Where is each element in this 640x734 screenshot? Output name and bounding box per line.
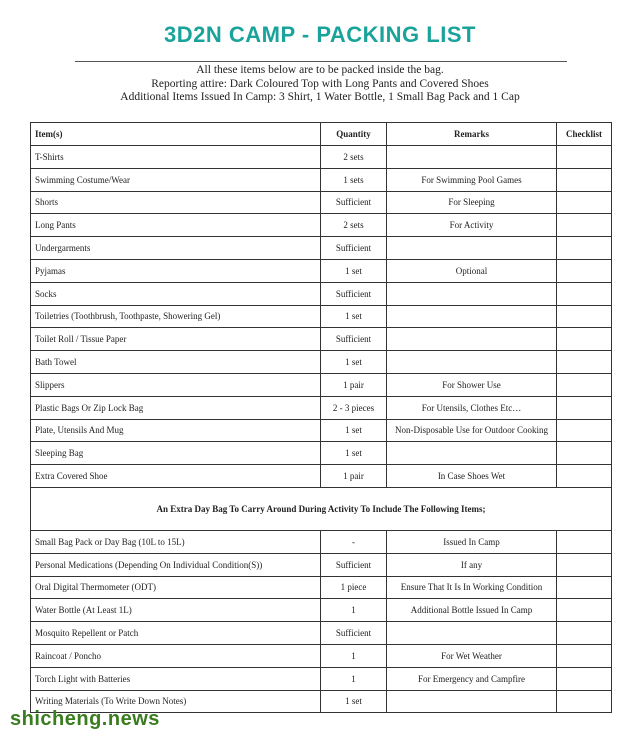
quantity-cell: 1 set xyxy=(321,305,387,328)
remarks-cell xyxy=(387,351,557,374)
checklist-cell[interactable] xyxy=(557,667,612,690)
watermark: shicheng.news xyxy=(10,708,160,730)
item-cell: Water Bottle (At Least 1L) xyxy=(31,599,321,622)
section-row xyxy=(31,487,612,530)
checklist-cell[interactable] xyxy=(557,282,612,305)
checklist-cell[interactable] xyxy=(557,191,612,214)
item-cell: Bath Towel xyxy=(31,351,321,374)
quantity-cell: 1 pair xyxy=(321,465,387,488)
table-row xyxy=(31,214,612,237)
checklist-cell[interactable] xyxy=(557,419,612,442)
remarks-cell: Non-Disposable Use for Outdoor Cooking xyxy=(387,419,557,442)
item-cell: Long Pants xyxy=(31,214,321,237)
remarks-cell xyxy=(387,690,557,713)
table-row xyxy=(31,419,612,442)
item-cell: Extra Covered Shoe xyxy=(31,465,321,488)
item-cell: Swimming Costume/Wear xyxy=(31,168,321,191)
checklist-cell[interactable] xyxy=(557,442,612,465)
intro-text xyxy=(0,64,640,105)
quantity-cell: Sufficient xyxy=(321,553,387,576)
item-cell: Toilet Roll / Tissue Paper xyxy=(31,328,321,351)
remarks-cell: If any xyxy=(387,553,557,576)
quantity-cell: 1 xyxy=(321,667,387,690)
quantity-cell: Sufficient xyxy=(321,622,387,645)
remarks-cell xyxy=(387,622,557,645)
checklist-cell[interactable] xyxy=(557,690,612,713)
table-row xyxy=(31,396,612,419)
checklist-cell[interactable] xyxy=(557,146,612,169)
remarks-cell: For Swimming Pool Games xyxy=(387,168,557,191)
table-row xyxy=(31,599,612,622)
remarks-cell xyxy=(387,282,557,305)
checklist-cell[interactable] xyxy=(557,644,612,667)
table-row xyxy=(31,328,612,351)
packing-items xyxy=(31,146,612,488)
remarks-cell xyxy=(387,146,557,169)
quantity-cell: Sufficient xyxy=(321,328,387,351)
quantity-cell: 1 xyxy=(321,644,387,667)
remarks-cell xyxy=(387,305,557,328)
remarks-cell: For Activity xyxy=(387,214,557,237)
quantity-cell: 1 sets xyxy=(321,168,387,191)
table-row xyxy=(31,168,612,191)
section-heading: An Extra Day Bag To Carry Around During Activity To Include The Following Items; xyxy=(31,487,612,530)
checklist-cell[interactable] xyxy=(557,214,612,237)
quantity-cell: 1 set xyxy=(321,690,387,713)
quantity-cell: Sufficient xyxy=(321,191,387,214)
item-cell: Raincoat / Poncho xyxy=(31,644,321,667)
checklist-cell[interactable] xyxy=(557,396,612,419)
checklist-cell[interactable] xyxy=(557,259,612,282)
intro-line: Reporting attire: Dark Coloured Top with Long Pants and Covered Shoes xyxy=(151,77,489,90)
quantity-cell: Sufficient xyxy=(321,237,387,260)
table-row xyxy=(31,553,612,576)
item-cell: Sleeping Bag xyxy=(31,442,321,465)
quantity-cell: 1 xyxy=(321,599,387,622)
item-cell: Small Bag Pack or Day Bag (10L to 15L) xyxy=(31,530,321,553)
checklist-cell[interactable] xyxy=(557,599,612,622)
table-row xyxy=(31,259,612,282)
table-row xyxy=(31,644,612,667)
quantity-cell: Sufficient xyxy=(321,282,387,305)
quantity-cell: 1 set xyxy=(321,442,387,465)
table-row xyxy=(31,191,612,214)
remarks-cell: Additional Bottle Issued In Camp xyxy=(387,599,557,622)
table-row xyxy=(31,305,612,328)
remarks-cell: For Shower Use xyxy=(387,373,557,396)
checklist-cell[interactable] xyxy=(557,328,612,351)
table-row xyxy=(31,465,612,488)
remarks-cell xyxy=(387,237,557,260)
quantity-cell: 2 - 3 pieces xyxy=(321,396,387,419)
item-cell: Toiletries (Toothbrush, Toothpaste, Showering Gel) xyxy=(31,305,321,328)
remarks-cell: Ensure That It Is In Working Condition xyxy=(387,576,557,599)
item-cell: Plastic Bags Or Zip Lock Bag xyxy=(31,396,321,419)
item-cell: Mosquito Repellent or Patch xyxy=(31,622,321,645)
item-cell: Oral Digital Thermometer (ODT) xyxy=(31,576,321,599)
item-cell: Undergarments xyxy=(31,237,321,260)
table-header-row xyxy=(31,123,612,146)
remarks-cell xyxy=(387,442,557,465)
remarks-cell: For Wet Weather xyxy=(387,644,557,667)
checklist-cell[interactable] xyxy=(557,305,612,328)
item-cell: Personal Medications (Depending On Individual Condition(S)) xyxy=(31,553,321,576)
table-row xyxy=(31,442,612,465)
checklist-cell[interactable] xyxy=(557,168,612,191)
quantity-cell: 2 sets xyxy=(321,146,387,169)
page-title: 3D2N CAMP - PACKING LIST xyxy=(164,22,476,47)
item-cell: Pyjamas xyxy=(31,259,321,282)
checklist-cell[interactable] xyxy=(557,351,612,374)
remarks-cell: For Emergency and Campfire xyxy=(387,667,557,690)
quantity-cell: - xyxy=(321,530,387,553)
column-header-item: Item(s) xyxy=(31,123,321,146)
quantity-cell: 1 set xyxy=(321,259,387,282)
checklist-cell[interactable] xyxy=(557,553,612,576)
table-row xyxy=(31,622,612,645)
checklist-cell[interactable] xyxy=(557,622,612,645)
day-bag-items xyxy=(31,530,612,712)
title-divider xyxy=(75,61,567,62)
quantity-cell: 2 sets xyxy=(321,214,387,237)
remarks-cell: Optional xyxy=(387,259,557,282)
item-cell: Plate, Utensils And Mug xyxy=(31,419,321,442)
table-row xyxy=(31,146,612,169)
checklist-cell[interactable] xyxy=(557,465,612,488)
checklist-cell[interactable] xyxy=(557,373,612,396)
quantity-cell: 1 piece xyxy=(321,576,387,599)
column-header-checklist: Checklist xyxy=(557,123,612,146)
table-row xyxy=(31,373,612,396)
quantity-cell: 1 set xyxy=(321,351,387,374)
intro-line: All these items below are to be packed inside the bag. xyxy=(196,64,444,76)
column-header-remarks: Remarks xyxy=(387,123,557,146)
table-row xyxy=(31,351,612,374)
column-header-quantity: Quantity xyxy=(321,123,387,146)
remarks-cell: For Utensils, Clothes Etc… xyxy=(387,396,557,419)
table-row xyxy=(31,530,612,553)
item-cell: Torch Light with Batteries xyxy=(31,667,321,690)
table-row xyxy=(31,282,612,305)
checklist-cell[interactable] xyxy=(557,576,612,599)
remarks-cell: For Sleeping xyxy=(387,191,557,214)
table-row xyxy=(31,667,612,690)
remarks-cell xyxy=(387,328,557,351)
remarks-cell: In Case Shoes Wet xyxy=(387,465,557,488)
intro-line: Additional Items Issued In Camp: 3 Shirt, 1 Water Bottle, 1 Small Bag Pack and 1 Cap xyxy=(120,91,520,103)
checklist-cell[interactable] xyxy=(557,237,612,260)
item-cell: Writing Materials (To Write Down Notes) xyxy=(31,690,321,713)
quantity-cell: 1 set xyxy=(321,419,387,442)
item-cell: Shorts xyxy=(31,191,321,214)
quantity-cell: 1 pair xyxy=(321,373,387,396)
item-cell: Socks xyxy=(31,282,321,305)
remarks-cell: Issued In Camp xyxy=(387,530,557,553)
table-row xyxy=(31,576,612,599)
packing-list-table xyxy=(30,122,612,713)
item-cell: T-Shirts xyxy=(31,146,321,169)
checklist-cell[interactable] xyxy=(557,530,612,553)
table-row xyxy=(31,237,612,260)
item-cell: Slippers xyxy=(31,373,321,396)
